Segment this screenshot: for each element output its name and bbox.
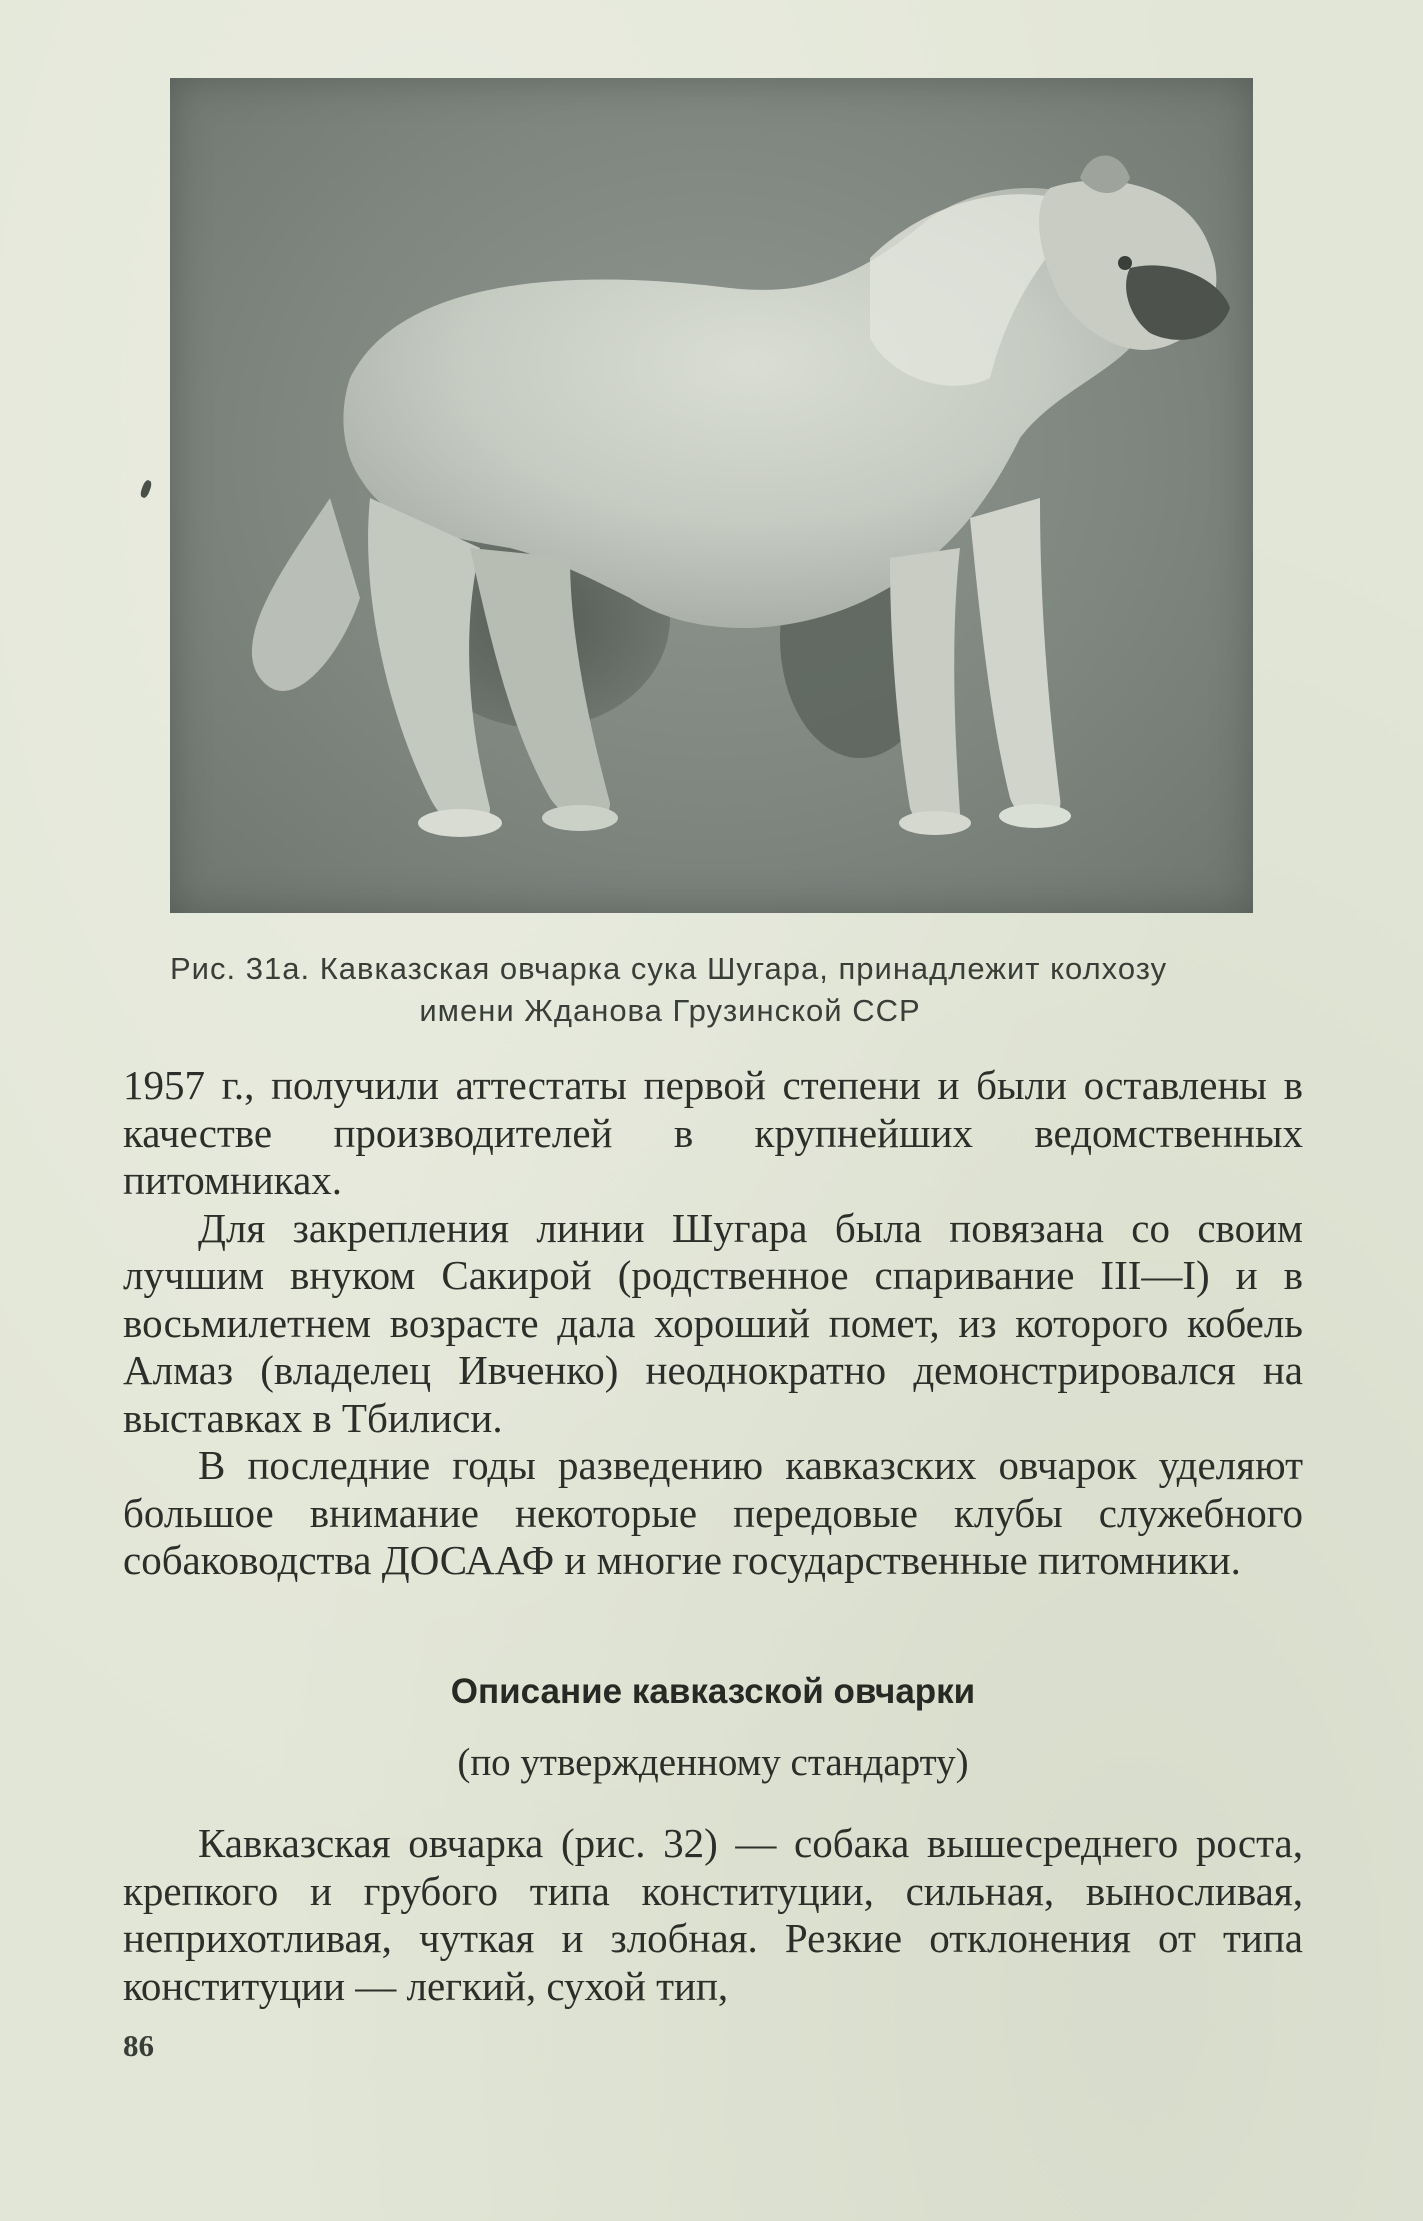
figure-caption xyxy=(170,948,1310,990)
figure-caption-line1: Кавказская овчарка сука Шугара, принадлежит колхозу xyxy=(319,951,1168,986)
figure-label: Рис. 31а. xyxy=(170,951,311,986)
section-heading: Описание кавказской овчарки xyxy=(450,1672,976,1711)
dog-illustration xyxy=(170,78,1253,913)
paragraph-3: В последние годы разведению кавказских овчарок уделяют большое внимание некоторые передовые клубы служебного собаководства ДОСААФ и многие государственные питомники. xyxy=(123,1442,1303,1583)
body-text-top xyxy=(123,1062,1303,1585)
paragraph-4: Кавказская овчарка (рис. 32) — собака вышесреднего роста, крепкого и грубого типа конституции, сильная, выносливая, неприхотливая, чуткая и злобная. Резкие отклонения от типа конституции — легкий, сухой тип, xyxy=(123,1820,1303,2009)
print-speck xyxy=(139,479,153,499)
paragraph-1: 1957 г., получили аттестаты первой степени и были оставлены в качестве производителей в крупнейших ведомственных питомниках. xyxy=(123,1062,1303,1203)
page-number: 86 xyxy=(123,2028,154,2063)
body-text-bottom xyxy=(123,1820,1303,2010)
dog-photograph xyxy=(170,78,1253,913)
section-subheading: (по утвержденному стандарту) xyxy=(457,1741,969,1784)
figure-caption-line2: имени Жданова Грузинской ССР xyxy=(419,993,921,1028)
paragraph-2: Для закрепления линии Шугара была повязана со своим лучшим внуком Сакирой (родственное спаривание III—I) и в восьмилетнем возрасте дала хороший помет, из которого кобель Алмаз (владелец Ивченко) неоднократно демонстрировался на выставках в Тбилиси. xyxy=(123,1204,1303,1441)
